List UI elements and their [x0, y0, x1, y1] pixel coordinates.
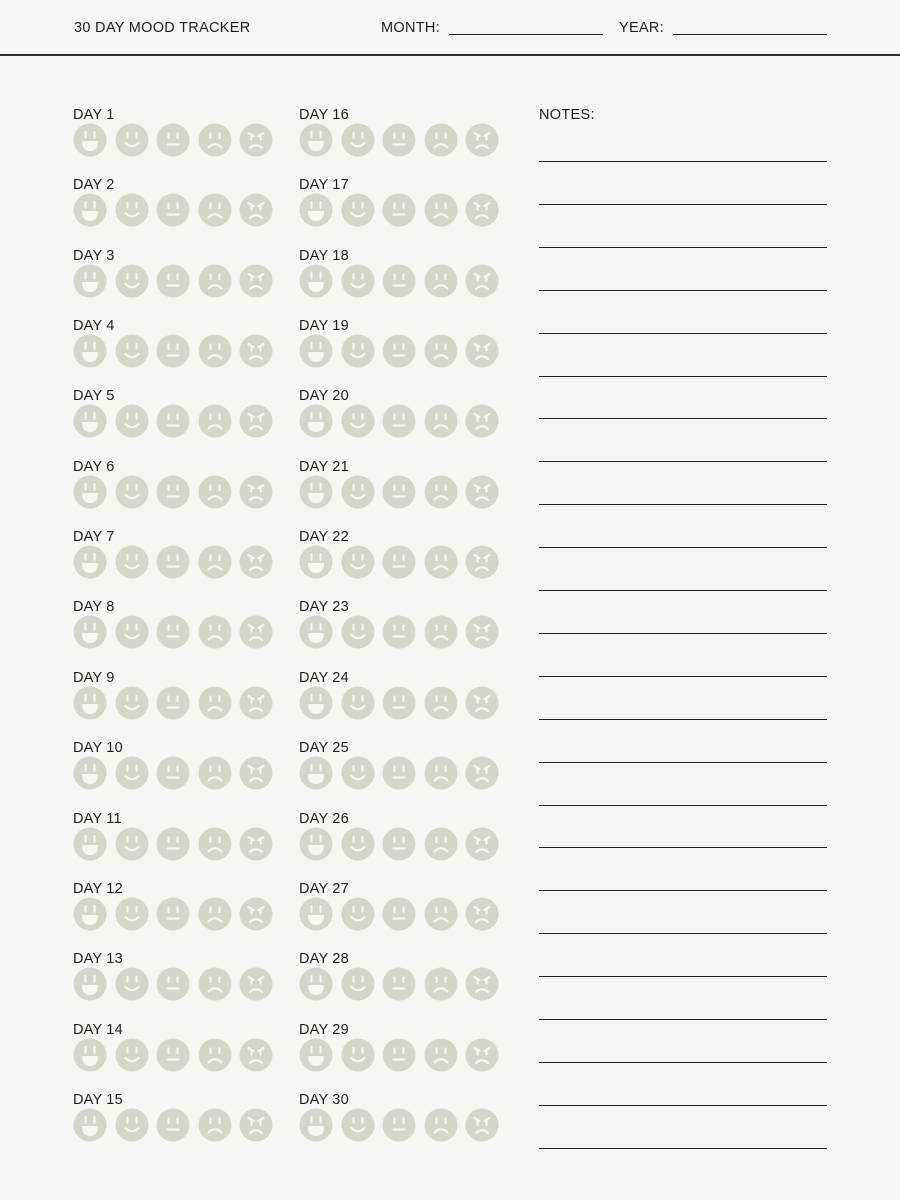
smiling-face-icon[interactable]: [115, 686, 149, 720]
sad-face-icon[interactable]: [198, 334, 232, 368]
neutral-face-icon[interactable]: [382, 404, 416, 438]
note-line[interactable]: [539, 504, 827, 505]
laughing-face-icon[interactable]: [73, 123, 107, 157]
smiling-face-icon[interactable]: [341, 615, 375, 649]
neutral-face-icon[interactable]: [156, 756, 190, 790]
laughing-face-icon[interactable]: [299, 615, 333, 649]
smiling-face-icon[interactable]: [115, 827, 149, 861]
day-label: DAY 20: [299, 388, 349, 405]
laughing-face-icon[interactable]: [299, 264, 333, 298]
smiling-face-icon[interactable]: [341, 897, 375, 931]
laughing-face-icon[interactable]: [73, 193, 107, 227]
day-label: DAY 14: [73, 1021, 123, 1038]
neutral-face-icon[interactable]: [156, 897, 190, 931]
neutral-face-icon[interactable]: [156, 123, 190, 157]
note-line[interactable]: [539, 762, 827, 763]
note-line[interactable]: [539, 933, 827, 934]
neutral-face-icon[interactable]: [156, 1108, 190, 1142]
sad-face-icon[interactable]: [424, 827, 458, 861]
angry-face-icon[interactable]: [239, 615, 273, 649]
smiling-face-icon[interactable]: [115, 967, 149, 1001]
note-line[interactable]: [539, 204, 827, 205]
laughing-face-icon[interactable]: [73, 967, 107, 1001]
angry-face-icon[interactable]: [239, 756, 273, 790]
sad-face-icon[interactable]: [424, 123, 458, 157]
day-label: DAY 15: [73, 1091, 123, 1108]
smiling-face-icon[interactable]: [341, 123, 375, 157]
angry-face-icon[interactable]: [465, 193, 499, 227]
smiling-face-icon[interactable]: [341, 1108, 375, 1142]
day-label: DAY 28: [299, 951, 349, 968]
sad-face-icon[interactable]: [198, 1108, 232, 1142]
laughing-face-icon[interactable]: [299, 897, 333, 931]
day-label: DAY 8: [73, 599, 115, 616]
angry-face-icon[interactable]: [465, 756, 499, 790]
sad-face-icon[interactable]: [198, 615, 232, 649]
sad-face-icon[interactable]: [424, 686, 458, 720]
laughing-face-icon[interactable]: [299, 1038, 333, 1072]
day-label: DAY 11: [73, 810, 122, 827]
angry-face-icon[interactable]: [239, 1108, 273, 1142]
angry-face-icon[interactable]: [465, 827, 499, 861]
neutral-face-icon[interactable]: [382, 756, 416, 790]
page-title: 30 DAY MOOD TRACKER: [74, 20, 251, 36]
sad-face-icon[interactable]: [424, 967, 458, 1001]
day-label: DAY 26: [299, 810, 349, 827]
angry-face-icon[interactable]: [465, 123, 499, 157]
sad-face-icon[interactable]: [424, 545, 458, 579]
angry-face-icon[interactable]: [465, 686, 499, 720]
laughing-face-icon[interactable]: [299, 334, 333, 368]
sad-face-icon[interactable]: [198, 193, 232, 227]
note-line[interactable]: [539, 676, 827, 677]
note-line[interactable]: [539, 805, 827, 806]
angry-face-icon[interactable]: [465, 264, 499, 298]
neutral-face-icon[interactable]: [156, 264, 190, 298]
smiling-face-icon[interactable]: [341, 686, 375, 720]
sad-face-icon[interactable]: [198, 475, 232, 509]
laughing-face-icon[interactable]: [299, 827, 333, 861]
day-label: DAY 29: [299, 1021, 349, 1038]
neutral-face-icon[interactable]: [382, 1038, 416, 1072]
sad-face-icon[interactable]: [198, 404, 232, 438]
day-label: DAY 6: [73, 458, 115, 475]
smiling-face-icon[interactable]: [341, 404, 375, 438]
sad-face-icon[interactable]: [424, 756, 458, 790]
angry-face-icon[interactable]: [239, 545, 273, 579]
smiling-face-icon[interactable]: [341, 1038, 375, 1072]
smiling-face-icon[interactable]: [115, 123, 149, 157]
year-field[interactable]: [673, 34, 827, 35]
smiling-face-icon[interactable]: [115, 475, 149, 509]
note-line[interactable]: [539, 418, 827, 419]
note-line[interactable]: [539, 1062, 827, 1063]
sad-face-icon[interactable]: [424, 475, 458, 509]
day-label: DAY 16: [299, 107, 349, 123]
day-label: DAY 3: [73, 247, 115, 264]
angry-face-icon[interactable]: [465, 404, 499, 438]
angry-face-icon[interactable]: [465, 334, 499, 368]
day-label: DAY 19: [299, 318, 349, 335]
smiling-face-icon[interactable]: [341, 967, 375, 1001]
laughing-face-icon[interactable]: [299, 756, 333, 790]
sad-face-icon[interactable]: [424, 193, 458, 227]
smiling-face-icon[interactable]: [341, 264, 375, 298]
neutral-face-icon[interactable]: [156, 334, 190, 368]
laughing-face-icon[interactable]: [73, 334, 107, 368]
neutral-face-icon[interactable]: [382, 1108, 416, 1142]
neutral-face-icon[interactable]: [156, 686, 190, 720]
angry-face-icon[interactable]: [239, 264, 273, 298]
day-label: DAY 22: [299, 529, 349, 546]
smiling-face-icon[interactable]: [115, 264, 149, 298]
neutral-face-icon[interactable]: [382, 264, 416, 298]
angry-face-icon[interactable]: [239, 1038, 273, 1072]
laughing-face-icon[interactable]: [299, 475, 333, 509]
sad-face-icon[interactable]: [198, 1038, 232, 1072]
day-label: DAY 17: [299, 177, 349, 194]
angry-face-icon[interactable]: [239, 897, 273, 931]
smiling-face-icon[interactable]: [115, 1038, 149, 1072]
angry-face-icon[interactable]: [239, 404, 273, 438]
angry-face-icon[interactable]: [465, 967, 499, 1001]
header: [0, 0, 900, 56]
angry-face-icon[interactable]: [239, 686, 273, 720]
note-line[interactable]: [539, 333, 827, 334]
smiling-face-icon[interactable]: [341, 193, 375, 227]
day-label: DAY 21: [299, 458, 349, 475]
day-label: DAY 27: [299, 880, 349, 897]
sad-face-icon[interactable]: [198, 827, 232, 861]
note-line[interactable]: [539, 247, 827, 248]
laughing-face-icon[interactable]: [73, 897, 107, 931]
angry-face-icon[interactable]: [239, 475, 273, 509]
smiling-face-icon[interactable]: [115, 756, 149, 790]
day-label: DAY 24: [299, 669, 349, 686]
day-label: DAY 7: [73, 529, 115, 546]
angry-face-icon[interactable]: [239, 123, 273, 157]
smiling-face-icon[interactable]: [341, 334, 375, 368]
smiling-face-icon[interactable]: [115, 334, 149, 368]
neutral-face-icon[interactable]: [382, 475, 416, 509]
neutral-face-icon[interactable]: [382, 686, 416, 720]
note-line[interactable]: [539, 461, 827, 462]
laughing-face-icon[interactable]: [73, 615, 107, 649]
sad-face-icon[interactable]: [424, 264, 458, 298]
laughing-face-icon[interactable]: [299, 1108, 333, 1142]
angry-face-icon[interactable]: [465, 545, 499, 579]
sad-face-icon[interactable]: [198, 264, 232, 298]
laughing-face-icon[interactable]: [73, 756, 107, 790]
day-label: DAY 10: [73, 740, 123, 757]
notes-label: NOTES:: [539, 107, 595, 123]
sad-face-icon[interactable]: [198, 897, 232, 931]
day-label: DAY 2: [73, 177, 115, 194]
sad-face-icon[interactable]: [198, 545, 232, 579]
sad-face-icon[interactable]: [198, 123, 232, 157]
laughing-face-icon[interactable]: [299, 967, 333, 1001]
sad-face-icon[interactable]: [424, 404, 458, 438]
day-label: DAY 9: [73, 669, 115, 686]
smiling-face-icon[interactable]: [115, 193, 149, 227]
laughing-face-icon[interactable]: [299, 686, 333, 720]
neutral-face-icon[interactable]: [156, 193, 190, 227]
neutral-face-icon[interactable]: [156, 827, 190, 861]
day-label: DAY 25: [299, 740, 349, 757]
note-line[interactable]: [539, 1105, 827, 1106]
year-label: YEAR:: [619, 20, 665, 36]
neutral-face-icon[interactable]: [382, 827, 416, 861]
smiling-face-icon[interactable]: [341, 545, 375, 579]
sad-face-icon[interactable]: [198, 756, 232, 790]
note-line[interactable]: [539, 976, 827, 977]
note-line[interactable]: [539, 1019, 827, 1020]
note-line[interactable]: [539, 719, 827, 720]
note-line[interactable]: [539, 847, 827, 848]
sad-face-icon[interactable]: [424, 1108, 458, 1142]
smiling-face-icon[interactable]: [115, 615, 149, 649]
smiling-face-icon[interactable]: [341, 475, 375, 509]
laughing-face-icon[interactable]: [73, 404, 107, 438]
angry-face-icon[interactable]: [465, 475, 499, 509]
neutral-face-icon[interactable]: [156, 475, 190, 509]
angry-face-icon[interactable]: [239, 193, 273, 227]
laughing-face-icon[interactable]: [299, 545, 333, 579]
neutral-face-icon[interactable]: [156, 967, 190, 1001]
note-line[interactable]: [539, 547, 827, 548]
note-line[interactable]: [539, 633, 827, 634]
smiling-face-icon[interactable]: [115, 1108, 149, 1142]
laughing-face-icon[interactable]: [73, 545, 107, 579]
laughing-face-icon[interactable]: [73, 264, 107, 298]
neutral-face-icon[interactable]: [156, 545, 190, 579]
neutral-face-icon[interactable]: [156, 404, 190, 438]
note-line[interactable]: [539, 376, 827, 377]
angry-face-icon[interactable]: [465, 897, 499, 931]
neutral-face-icon[interactable]: [382, 193, 416, 227]
laughing-face-icon[interactable]: [299, 123, 333, 157]
angry-face-icon[interactable]: [465, 1038, 499, 1072]
laughing-face-icon[interactable]: [73, 475, 107, 509]
neutral-face-icon[interactable]: [382, 967, 416, 1001]
note-line[interactable]: [539, 590, 827, 591]
day-label: DAY 18: [299, 247, 349, 264]
note-line[interactable]: [539, 161, 827, 162]
angry-face-icon[interactable]: [239, 967, 273, 1001]
neutral-face-icon[interactable]: [382, 334, 416, 368]
day-label: DAY 5: [73, 388, 115, 405]
laughing-face-icon[interactable]: [73, 686, 107, 720]
day-label: DAY 12: [73, 880, 123, 897]
note-line[interactable]: [539, 1148, 827, 1149]
day-label: DAY 23: [299, 599, 349, 616]
neutral-face-icon[interactable]: [382, 545, 416, 579]
note-line[interactable]: [539, 290, 827, 291]
laughing-face-icon[interactable]: [299, 193, 333, 227]
note-line[interactable]: [539, 890, 827, 891]
smiling-face-icon[interactable]: [115, 404, 149, 438]
sad-face-icon[interactable]: [424, 615, 458, 649]
sad-face-icon[interactable]: [198, 967, 232, 1001]
sad-face-icon[interactable]: [424, 897, 458, 931]
day-label: DAY 4: [73, 318, 115, 335]
day-label: DAY 13: [73, 951, 123, 968]
neutral-face-icon[interactable]: [156, 1038, 190, 1072]
month-label: MONTH:: [381, 20, 440, 36]
smiling-face-icon[interactable]: [115, 545, 149, 579]
angry-face-icon[interactable]: [465, 1108, 499, 1142]
laughing-face-icon[interactable]: [73, 827, 107, 861]
angry-face-icon[interactable]: [239, 827, 273, 861]
neutral-face-icon[interactable]: [382, 897, 416, 931]
smiling-face-icon[interactable]: [341, 827, 375, 861]
laughing-face-icon[interactable]: [299, 404, 333, 438]
neutral-face-icon[interactable]: [382, 615, 416, 649]
day-label: DAY 30: [299, 1091, 349, 1108]
angry-face-icon[interactable]: [465, 615, 499, 649]
angry-face-icon[interactable]: [239, 334, 273, 368]
laughing-face-icon[interactable]: [73, 1038, 107, 1072]
sad-face-icon[interactable]: [198, 686, 232, 720]
smiling-face-icon[interactable]: [115, 897, 149, 931]
day-label: DAY 1: [73, 107, 115, 123]
sad-face-icon[interactable]: [424, 334, 458, 368]
laughing-face-icon[interactable]: [73, 1108, 107, 1142]
month-field[interactable]: [449, 34, 603, 35]
neutral-face-icon[interactable]: [156, 615, 190, 649]
smiling-face-icon[interactable]: [341, 756, 375, 790]
sad-face-icon[interactable]: [424, 1038, 458, 1072]
neutral-face-icon[interactable]: [382, 123, 416, 157]
